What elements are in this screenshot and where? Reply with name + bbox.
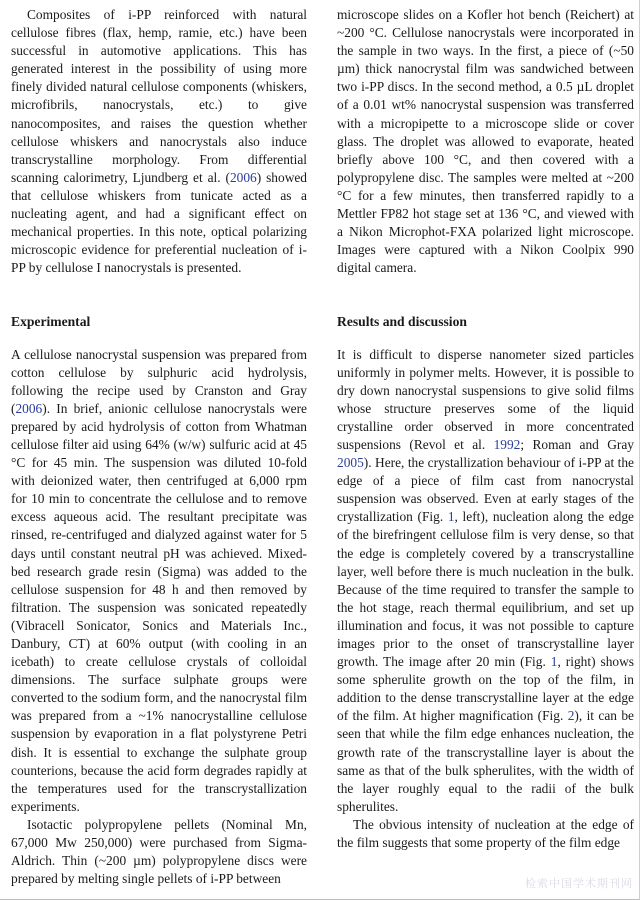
figure-link-fig2[interactable]: 2 <box>567 708 575 724</box>
figure-link-fig1-right[interactable]: 1 <box>550 654 558 670</box>
final-paragraph: The obvious intensity of nucleation at the edge of the film suggests that some property of the film edge <box>337 816 634 851</box>
experimental-paragraph: A cellulose nanocrystal suspension was prepared from cotton cellulose by sulphuric acid hydrolysis, following the recipe used by Cranston and Gray (2006). In brief, anionic cellulose nanocrystals were prepared by acid hydrolysis of cotton from Whatman cellulose filter aid using 64% (w/w) sulfuric acid at 45 °C for 45 min. The suspension was diluted 10-fold with deionized water, then centrifuged at 6,000 rpm for 10 min to concentrate the cellulose and to remove excess aqueous acid. The resultant precipitate was rinsed, re-centrifuged and dialyzed against water for 5 days until constant neutral pH was achieved. Mixed-bed research grade resin (Sigma) was added to the cellulose suspension for 48 h and then removed by filtration. The suspension was sonicated repeatedly (Vibracell Sonicator, Sonics and Materials Inc., Danbury, CT) at 60% output (with cooling in an icebath) to create cellulose crystals of colloidal dimensions. The surface sulphate groups were converted to the sodium form, and the nanocrystal film was prepared from a ~1% nanocrystalline cellulose suspension by evaporation in a flat polystyrene Petri dish. It is essential to exchange the sulphate group counterions, because the acid form degrades rapidly at the temperatures used for the transcrystallization experiments. <box>11 346 307 814</box>
citation-link-roman-gray-2005[interactable]: 2005 <box>337 455 364 471</box>
citation-link-ljundberg-2006[interactable]: 2006 <box>229 169 257 185</box>
methods-continuation-paragraph: microscope slides on a Kofler hot bench (Reichert) at ~200 °C. Cellulose nanocrystals were incorporated in the sample in two ways. In the first, a piece of (~50 µm) thick nanocrystal film was sandwiched between two i-PP discs. In the second method, a 0.5 µL droplet of a 0.01 wt% nanocrystal suspension was transferred with a micropipette to a microscope slide or cover glass. The droplet was allowed to evaporate, heated briefly above 100 °C, and then covered with a polypropylene disc. The samples were melted at ~200 °C for a few minutes, then transferred rapidly to a Mettler FP82 hot stage set at 136 °C, and viewed with a Nikon Microphot-FXA polarized light microscope. Images were captured with a Nikon Coolpix 990 digital camera. <box>337 7 634 276</box>
section-heading-experimental: Experimental <box>11 314 91 330</box>
left-column <box>11 6 307 888</box>
figure-link-fig1-left[interactable]: 1 <box>447 509 455 525</box>
citation-link-revol-1992[interactable]: 1992 <box>493 436 521 452</box>
intro-paragraph: Composites of i-PP reinforced with natural cellulose fibres (flax, hemp, ramie, etc.) have been successful in automotive applications. This has generated interest in the possibility of using more finely divided natural cellulose components (whiskers, microfibrils, nanocrystals, etc.) to give nanocomposites, and raises the question whether cellulose whiskers and nanocrystals also induce transcrystalline morphology. From differential scanning calorimetry, Ljundberg et al. (2006) showed that cellulose whiskers from tunicate acted as a nucleating agent, and had a significant effect on mechanical properties. In this note, optical polarizing microscopic evidence for preferential nucleation of i-PP by cellulose I nanocrystals is presented. <box>11 7 308 276</box>
right-column <box>337 6 634 852</box>
polypropylene-paragraph: Isotactic polypropylene pellets (Nominal Mn, 67,000 Mw 250,000) were purchased from Sigma-Aldrich. Thin (~200 µm) polypropylene discs were prepared by melting single pellets of i-PP between <box>11 816 307 887</box>
citation-link-cranston-gray-2006[interactable]: 2006 <box>15 400 43 416</box>
watermark: 检索中国学术期刊网 <box>525 877 633 890</box>
results-paragraph: It is difficult to disperse nanometer sized particles uniformly in polymer melts. However, it is possible to dry down nanocrystal suspensions to give solid films whose structure preserves some of the liquid crystalline order observed in more concentrated suspensions (Revol et al. 1992; Roman and Gray 2005). Here, the crystallization behaviour of i-PP at the edge of a piece of film cast from nanocrystal suspension was observed. Even at early stages of the crystallization (Fig. 1, left), nucleation along the edge of the birefringent cellulose film is very dense, so that the edge is completely covered by a transcrystalline layer, well before there is much nucleation in the bulk. Because of the time required to transfer the sample to the hot stage, reach thermal equilibrium, and set up illumination and focus, it was not possible to capture images prior to the onset of transcrystalline layer growth. The image after 20 min (Fig. 1, right) shows some spherulite growth on the top of the film, in addition to the dense transcrystalline layer at the edge of the film. At higher magnification (Fig. 2), it can be seen that while the film edge enhances nucleation, the growth rate of the transcrystalline layer is about the same as that of the bulk spherulites, with the width of the layer roughly equal to the radii of the bulk spherulites. <box>337 346 634 814</box>
section-heading-results: Results and discussion <box>337 314 467 330</box>
